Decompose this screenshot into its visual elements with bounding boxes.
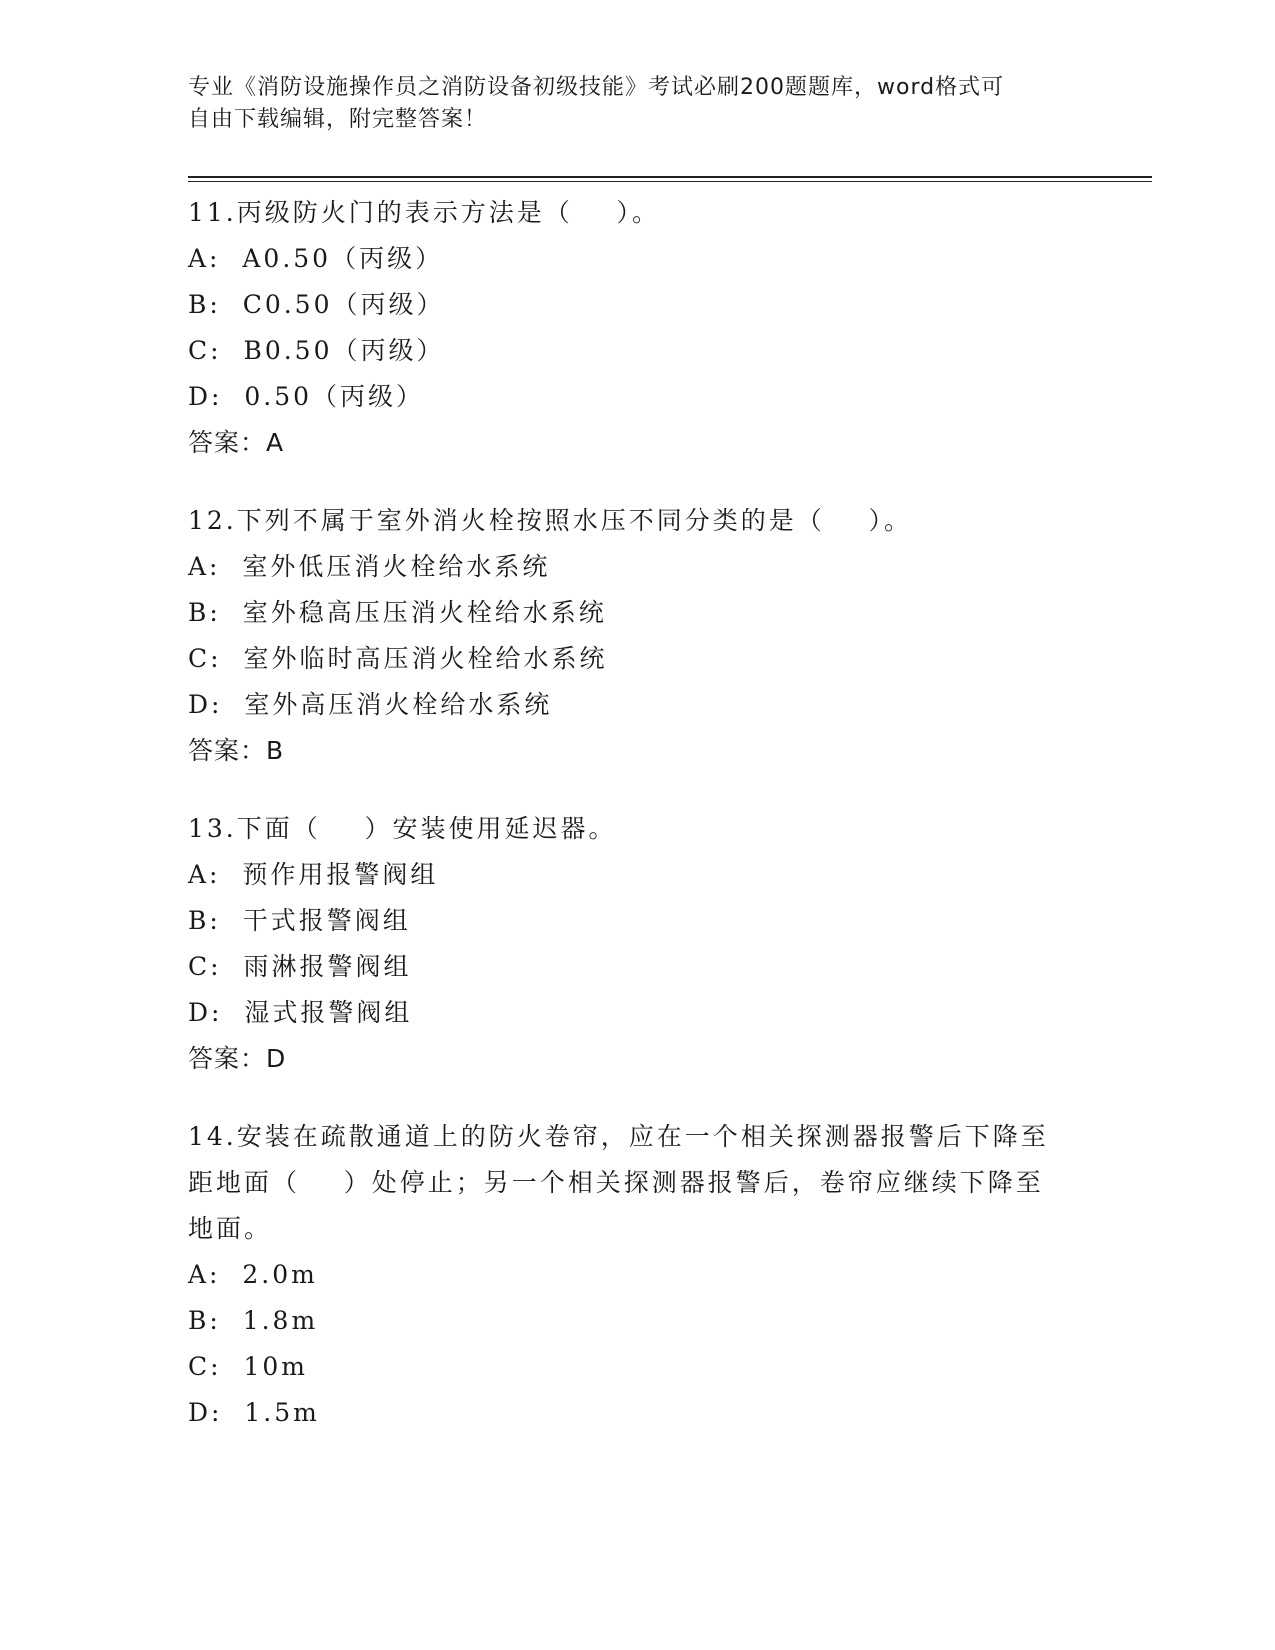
question-12 (188, 498, 1088, 774)
question-13 (188, 806, 1088, 1082)
option-a: A: 2.0m (188, 1260, 318, 1289)
answer: 答案：B (188, 736, 285, 765)
header-line-1: 专业《消防设施操作员之消防设备初级技能》考试必刷200题题库，word格式可 (188, 75, 1005, 100)
option-b: B: C0.50（丙级） (188, 290, 445, 319)
option-d: D: 0.50（丙级） (188, 382, 425, 411)
question-11 (188, 190, 1088, 466)
header-divider (188, 176, 1152, 178)
answer: 答案：D (188, 1044, 287, 1073)
option-b: B: 室外稳高压压消火栓给水系统 (188, 598, 607, 627)
question-stem: 11.丙级防火门的表示方法是（ ）。 (188, 198, 661, 227)
option-c: C: 10m (188, 1352, 308, 1381)
option-c: C: B0.50（丙级） (188, 336, 445, 365)
header-divider-thin (188, 181, 1152, 182)
option-b: B: 1.8m (188, 1306, 319, 1335)
question-stem: 12.下列不属于室外消火栓按照水压不同分类的是（ ）。 (188, 506, 913, 535)
option-d: D: 1.5m (188, 1398, 320, 1427)
question-stem-line-3: 地面。 (188, 1214, 273, 1243)
question-list (188, 190, 1088, 1468)
answer: 答案：A (188, 428, 285, 457)
header-line-2: 自由下载编辑，附完整答案！ (188, 107, 488, 132)
question-stem-line-1: 14.安装在疏散通道上的防火卷帘，应在一个相关探测器报警后下降至 (188, 1122, 1049, 1151)
question-14 (188, 1114, 1088, 1436)
option-c: C: 室外临时高压消火栓给水系统 (188, 644, 608, 673)
question-stem-line-2: 距地面（ ）处停止；另一个相关探测器报警后，卷帘应继续下降至 (188, 1168, 1044, 1197)
option-c: C: 雨淋报警阀组 (188, 952, 412, 981)
question-stem: 13.下面（ ）安装使用延迟器。 (188, 814, 617, 843)
option-a: A: A0.50（丙级） (188, 244, 444, 273)
option-a: A: 室外低压消火栓给水系统 (188, 552, 551, 581)
document-header (188, 72, 1068, 136)
option-d: D: 室外高压消火栓给水系统 (188, 690, 553, 719)
option-a: A: 预作用报警阀组 (188, 860, 439, 889)
option-d: D: 湿式报警阀组 (188, 998, 413, 1027)
option-b: B: 干式报警阀组 (188, 906, 411, 935)
